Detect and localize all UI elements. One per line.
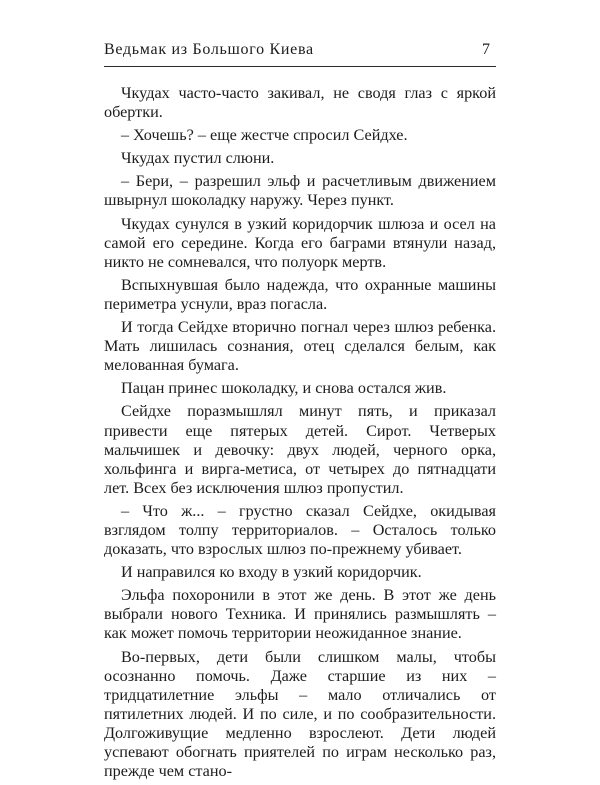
paragraph: И направился ко входу в узкий коридорчик. [121, 563, 422, 582]
paragraph: Чкудах пустил слюни. [121, 149, 275, 168]
page-number: 7 [482, 41, 490, 58]
body-text [104, 84, 496, 785]
paragraph: Эльфа похоронили в этот же день. В этот же день выбрали нового Техника. И принялись размышлять – как может помочь территории неожиданное знание. [104, 586, 496, 643]
paragraph: Чкудах часто-часто закивал, не сводя глаз с яркой обертки. [104, 84, 496, 122]
running-header [104, 40, 496, 67]
paragraph: Сейдхе поразмышлял минут пять, и приказал привести еще пятерых детей. Сирот. Четверых мальчишек и девочку: двух людей, черного орка, хольфинга и вирга-метиса, от четырех до пятнадцати лет. Всех без исключения шлюз пропустил. [104, 402, 496, 497]
paragraph: Пацан принес шоколадку, и снова остался жив. [121, 379, 447, 398]
paragraph: Во-первых, дети были слишком малы, чтобы осознанно помочь. Даже старшие из них – тридцатилетние эльфы – мало отличались от пятилетних людей. И по силе, и по сообразительности. Долгоживущие медленно взрослеют. Дети людей успевают обогнать приятелей по играм несколько раз, прежде чем стано- [104, 647, 496, 781]
paragraph: И тогда Сейдхе вторично погнал через шлюз ребенка. Мать лишилась сознания, отец сделался белым, как мелованная бумага. [104, 318, 496, 375]
paragraph: Чкудах сунулся в узкий коридорчик шлюза и осел на самой его середине. Когда его баграми втянули назад, никто не сомневался, что полуорк мертв. [104, 214, 496, 271]
book-title: Ведьмак из Большого Киева [104, 41, 314, 58]
paragraph: – Что ж... – грустно сказал Сейдхе, окидывая взглядом толпу территориалов. – Осталось только доказать, что взрослых шлюз по-прежнему убивает. [104, 501, 496, 559]
paragraph: Вспыхнувшая было надежда, что охранные машины периметра уснули, враз погасла. [104, 275, 496, 313]
paragraph: – Хочешь? – еще жестче спросил Сейдхе. [121, 126, 408, 145]
paragraph: – Бери, – разрешил эльф и расчетливым движением швырнул шоколадку наружу. Через пункт. [104, 172, 496, 210]
